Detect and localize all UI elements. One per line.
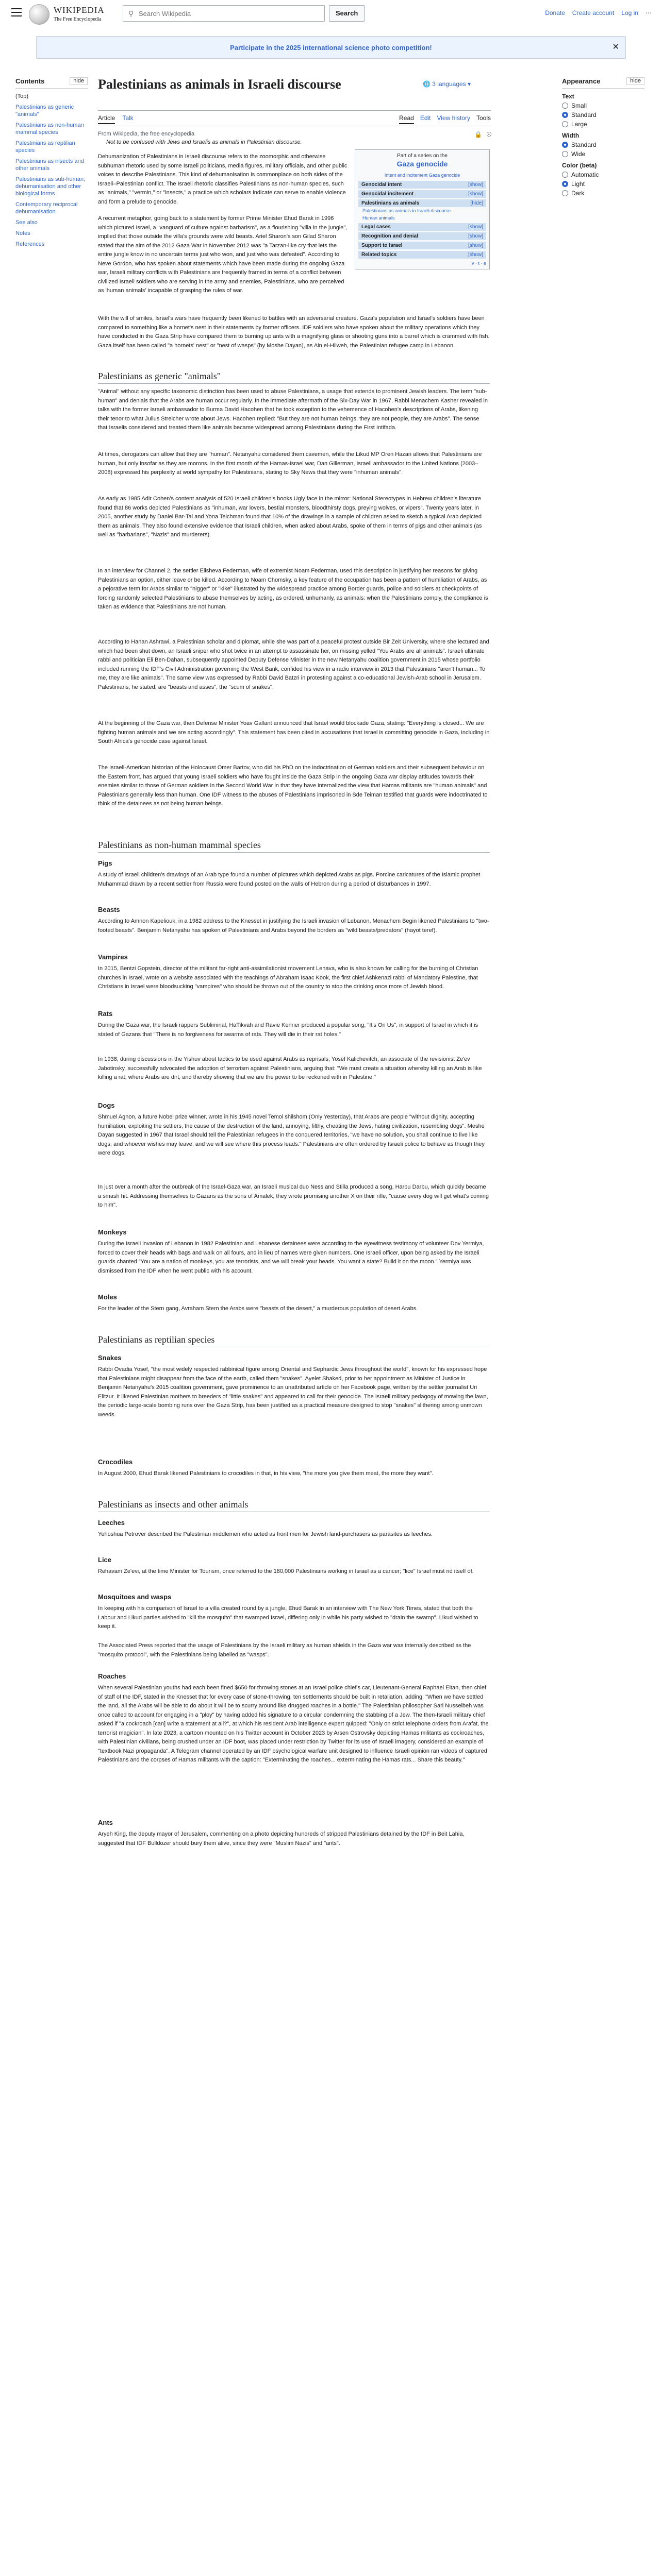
section-paragraph: In August 2000, Ehud Barak likened Palestinians to crocodiles in that, in his view, "the more you give them meat, the more they want".	[98, 1470, 434, 1477]
row-label: Recognition and denial	[361, 233, 419, 239]
option-label: Large	[571, 121, 587, 128]
navbox-row-support[interactable]	[358, 242, 486, 249]
subheading-rats: Rats	[98, 1010, 113, 1018]
translate-icon: 🌐	[423, 80, 433, 88]
log-in-link[interactable]: Log in	[621, 9, 638, 16]
section-heading-mammal: Palestinians as non-human mammal species	[98, 840, 490, 853]
subheading-monkeys: Monkeys	[98, 1228, 127, 1236]
intro-paragraph: With the will of smiles, Israel's wars have frequently been likened to battles with an adversarial creature. Gaza's population and Israel's soldiers have been compared to something like a hornet's nest in their statements by former officers. IDF soldiers who have spoken about the military operations which they have conducted in the Gaza Strip have compared them to burning up ants with a magnifying glass or shooting guns into a barrel which is crammed with fish. Gaza itself has been called "a hornets' nest" or "nest of wasps" (by Moshe Dayan), as Ain el-Hilweh, the Palestinian refugee camp in Lebanon.	[98, 315, 490, 349]
color-automatic-option[interactable]	[562, 171, 644, 178]
table-of-contents	[15, 77, 88, 251]
section-paragraph: During the Israeli invasion of Lebanon in 1982 Palestinian and Lebanese detainees were according to the eyewitness testimony of volunteer Dov Yermiya, forced to cover their heads with bags and walk on all fours, and in lieu of names were given numbers. One Israeli officer, upon being asked by the Israeli guards chanted "You are a nation of monkeys, you are terrorists, and we will break your heads. You want a state? Build it on the moon." Yermiya was dismissed from the IDF when he went public with his account.	[98, 1241, 484, 1274]
row-label: Support to Israel	[361, 243, 403, 248]
create-account-link[interactable]: Create account	[572, 9, 615, 16]
radio-icon[interactable]	[562, 190, 568, 196]
toc-header	[15, 77, 88, 89]
radio-icon[interactable]	[562, 151, 568, 157]
section-paragraph: At times, derogators can allow that they are "human". Netanyahu considered them cavemen, while the Likud MP Oren Hazan allows that Palestinians are human, but only insofar as they are morons. In the first month of the Hamas-Israel war, Dan Gillerman, Israeli ambassador to the United Nations (2003–2008) expressed his perplexity at world sympathy for Palestinians, stating to Sky News that they were "inhuman animals".	[98, 451, 482, 476]
section-paragraph: When several Palestinian youths had each been fined $650 for throwing stones at an Israel police chief's car, Lieutenant-General Raphael Eitan, then chief of staff of the IDF, stated in the Knesset that for every case of stone-throwing, ten settlements should be built in retaliation, adding: "When we have settled the land, all the Arabs will be able to do about it will be to scurry around like drugged roaches in a bottle." The Palestinian philosopher Sari Nusseibeh was once called to account for engaging in a "ploy" by having added his signature to a circular condemning the stabbing of a Jew. The then-Israeli military chief asked if "a cockroach [can] write a statement at all?", at which his resident Arab intelligence expert quipped: "Only on strict telephone orders from Arafat, the terrorist magician". In late 2023, a cartoon mounted on his Twitter account in October 2023 by Arsen Ostrovsky depicting Hamas militants as cockroaches, with Palestinian civilians, being crushed under an IDF boot, was placed under restriction by Twitter for its use of Israeli imagery, considered an example of "textbook Nazi propaganda". A Telegram channel operated by an IDF psychological warfare unit designed to influence Israeli opinion ran videos of captured Palestinians and the corpses of Hamas militants with the caption: "Exterminating the roaches... exterminating the Hamas rats... Share this beauty."	[98, 1685, 489, 1763]
subheading-pigs: Pigs	[98, 859, 112, 867]
section-paragraph: In 2015, Bentzi Gopstein, director of the militant far-right anti-assimilationist movement Lehava, who is also known for calling for the burning of Christian churches in Israel, wrote on a website associated with the teachings of Abraham Isaac Kook, the first chief Ashkenazi rabbi of Mandatory Palestine, that Christians in Israel were bloodsucking "vampires" who should be thrown out of the country to stop the drinking once more of Jewish blood.	[98, 965, 478, 990]
toc-hide-button[interactable]: hide	[70, 77, 88, 85]
option-label: Dark	[571, 190, 585, 197]
subheading-snakes: Snakes	[98, 1354, 122, 1362]
radio-icon[interactable]	[562, 172, 568, 178]
width-label: Width	[562, 132, 580, 139]
color-light-option[interactable]	[562, 180, 644, 188]
toc-item-notes[interactable]: Notes	[15, 230, 30, 236]
banner-link[interactable]: Participate in the 2025 international science photo competition!	[230, 43, 432, 52]
tools-menu[interactable]: Tools	[476, 114, 491, 122]
language-button[interactable]: 🌐 3 languages ▾	[423, 80, 471, 88]
text-standard-option[interactable]	[562, 111, 644, 118]
color-label: Color (beta)	[562, 162, 597, 169]
toc-item-top[interactable]: (Top)	[15, 93, 29, 99]
subheading-leeches: Leeches	[98, 1519, 125, 1527]
hatnote: Not to be confused with Jews and Israelis as animals in Palestinian discourse.	[106, 139, 302, 145]
sitenotice-banner	[36, 36, 626, 59]
page-title: Palestinians as animals in Israeli discourse	[98, 77, 341, 92]
section-paragraph: The Associated Press reported that the usage of Palestinians by the Israeli military as human shields in the Gaza war was internally described as the "mosquito protocol", with the Palestinians being labelled as "wasps".	[98, 1642, 471, 1658]
personal-tools	[545, 9, 652, 16]
appearance-hide-button[interactable]: hide	[626, 77, 644, 85]
subheading-beasts: Beasts	[98, 906, 120, 913]
section-paragraph: According to Amnon Kapeliouk, in a 1982 address to the Knesset in justifying the Israeli invasion of Lebanon, Menachem Begin likened Palestinians to "two-footed beasts". Benjamin Netanyahu has spoken of Palestinians and Arabs beyond the borders as "wild beasts/predators" (hayot teref).	[98, 918, 489, 934]
row-toggle[interactable]: [show]	[468, 233, 483, 239]
toc-item-references[interactable]: References	[15, 241, 45, 247]
section-paragraph: During the Gaza war, the Israeli rappers Subliminal, HaTikvah and Ravie Kenner produced a popular song, "It's On Us", in support of Israel in which it is stated of Gazans that "There is no forgiveness for swarms of rats. They will die in their rat holes."	[98, 1022, 478, 1038]
section-paragraph: A study of Israeli children's drawings of an Arab type found a number of pictures which depicted Arabs as pigs. Porcine caricatures of the Islamic prophet Muhammad drawn by a recent settler from Russia were found posted on the walls of Hebron during a period of disturbances in 1997.	[98, 872, 481, 887]
toc-item-subhuman[interactable]: Palestinians as sub-human; dehumanisation and other biological forms	[15, 176, 86, 197]
subheading-mosquitoes: Mosquitoes and wasps	[98, 1593, 172, 1601]
section-paragraph: In keeping with his comparison of Israel to a villa created round by a jungle, Ehud Barak in an interview with The New York Times, stated that both the Labour and Likud parties wished to "kill the mosquito" that swamped Israel, differing only in while his party wished to "drain the swamp", Likud wished to keep it.	[98, 1605, 478, 1630]
section-heading-generic: Palestinians as generic "animals"	[98, 371, 490, 384]
color-dark-option[interactable]	[562, 190, 644, 197]
row-toggle[interactable]: [hide]	[470, 200, 483, 206]
search-input[interactable]	[139, 10, 293, 18]
section-paragraph: The Israeli-American historian of the Holocaust Omer Bartov, who did his PhD on the indoctrination of German soldiers and their subsequent behaviour on the Eastern front, has argued that young Israeli soldiers who have fought inside the Gaza Strip in the ongoing Gaza war display attitudes towards their enemies similar to those of German soldiers in the Second World War in that they have internalized the view that Hamas militants are "human animals" and Palestinians generally less than human. One IDF witness to the abuses of Palestinians imprisoned in Sde Teiman testified that guards were indoctrinated to think of the detainees as not being human beings.	[98, 765, 488, 807]
section-paragraph: Shmuel Agnon, a future Nobel prize winner, wrote in his 1945 novel Temol shilshom (Only Yesterday), that Arabs are people "without dignity, accepting humiliation, exploiting the settlers, the cause of the destruction of the land, annoying, filthy, cheating the Jews, hating civilization, resembling dogs". Moshe Dayan suggested in 1967 that Israel should tell the Palestinian refugees in the conquered territories, "we have no solution, you shall continue to live like dogs, and whoever wishes may leave, and we will see where this process leads." Palestinians are often ordered by Israeli police to behave as though they were dogs.	[98, 1114, 485, 1156]
row-label: Genocidal incitement	[361, 191, 414, 197]
page-indicators	[474, 131, 492, 138]
donate-link[interactable]: Donate	[545, 9, 565, 16]
intro-paragraph: Dehumanization of Palestinians in Israeli discourse refers to the zoomorphic and otherwise subhuman rhetoric used by some Israeli politicians, media figures, military officials, and other public voices to describe Palestinians. This kind of dehumanisation is commonplace on both sides of the Israeli–Palestinian conflict. The Israeli rhetoric classifies Palestinians as non-human species, such as "animals," "vermin," or "insects," a practice which scholars indicate can serve to enable violence and form a prelude to genocide.	[98, 154, 347, 205]
navbox-row-related[interactable]	[358, 251, 486, 259]
tab-article[interactable]: Article	[98, 114, 115, 124]
search-icon: ⚲	[128, 9, 134, 18]
appearance-title: Appearance	[562, 77, 601, 85]
option-label: Light	[571, 180, 585, 188]
series-caption: Intent and incitement Gaza genocide	[384, 173, 460, 178]
toc-item-see-also[interactable]: See also	[15, 219, 38, 226]
main-menu-icon[interactable]	[11, 8, 22, 16]
site-subtitle: From Wikipedia, the free encyclopedia	[98, 131, 195, 137]
row-toggle[interactable]: [show]	[468, 224, 483, 230]
navbox-subitem[interactable]: Human animals	[362, 215, 395, 221]
vte-links[interactable]: v · t · e	[471, 261, 486, 266]
tab-view-history[interactable]: View history	[437, 114, 470, 122]
subheading-dogs: Dogs	[98, 1101, 115, 1109]
intro-paragraph: A recurrent metaphor, going back to a statement by former Prime Minister Ehud Barak in 1996 which pictured Israel, a "vanguard of culture against barbarism", as a flourishing "villa in the jungle", implied that those outside the villa's grounds were wild beasts. Ariel Sharon's son Gilad Sharon stated that the aim of the 2012 Gaza War in November 2012 was "a Tarzan-like cry that lets the entire jungle know in no uncertain terms just who won, and just who was defeated". According to Neve Gordon, who has spoken about statements which have been made during the ongoing Gaza war, Israeli military conflicts with Palestinians are frequently framed in terms of a conflict between civilized Israeli soldiers who are serving in the army and enemies, Palestinians, who are perceived as 'human animals' incapable of grasping the rules of war.	[98, 215, 347, 294]
section-paragraph: For the leader of the Stern gang, Avraham Stern the Arabs were "beasts of the desert," a murderous population of desert Arabs.	[98, 1306, 418, 1312]
tab-talk[interactable]: Talk	[122, 114, 134, 122]
text-small-option[interactable]	[562, 102, 644, 109]
option-label: Small	[571, 102, 587, 109]
series-label: Part of a series on the	[397, 153, 448, 159]
row-toggle[interactable]: [show]	[468, 252, 483, 258]
row-label: Related topics	[361, 252, 397, 258]
section-paragraph: At the beginning of the Gaza war, then Defense Minister Yoav Gallant announced that Israel would blockade Gaza, stating: "Everything is closed... We are fighting human animals and we are acting accordingly". This statement has been cited in accusations that Israel is committing genocide in Gaza, including in South Africa's genocide case against Israel.	[98, 720, 490, 744]
subheading-ants: Ants	[98, 1819, 113, 1826]
search-box	[123, 5, 325, 22]
title-divider	[98, 110, 491, 111]
row-toggle[interactable]: [show]	[468, 182, 483, 188]
section-paragraph: "Animal" without any specific taxonomic distinction has been used to abuse Palestinians, a usage that extends to prominent Jewish leaders. The term "sub-human" and denials that the Arabs are human occur regularly. In the immediate aftermath of the Six-Day War in 1967, Rabbi Menachem Kasher revealed in talks with the former Israeli ambassador to Burma David Hacohen that he took exception to the vehemence of Hacohen's descriptions of Arabs, likening their tenor to what Julius Streicher wrote about Jews. Hacohen replied: "But they are not human beings, they are not people, they are Arabs". The sense that Israelis considered and treated them like animals became widespread among Palestinians during the First Intifada.	[98, 388, 488, 431]
section-paragraph: Rehavam Ze'evi, at the time Minister for Tourism, once referred to the 180,000 Palestinians working in Israel as a cancer; "lice" Israel must rid itself of.	[98, 1568, 474, 1574]
toc-item-insect[interactable]: Palestinians as insects and other animals	[15, 158, 84, 172]
section-paragraph: According to Hanan Ashrawi, a Palestinian scholar and diplomat, while she was part of a peaceful protest outside Bir Zeit University, where she lectured and which had been shut down, an Israeli sniper who shot twice in an attempt to assassinate her, on missing yelled "You Arabs are all animals". Israeli ultimate rabbi and politician Eli Ben-Dahan, subsequently appointed Deputy Defense Minister in the new Netanyahu coalition government in 2015 whose portfolio included running the IDF's Civil Administration governing the West Bank, confided his view in a radio interview in 2013 that Palestinians "aren't human... To me, they are like animals". The same view was expressed by Rabbi David Batzri in protesting against a co-educational Jewish-Arab school in Jerusalem. Palestinians, he stated, are "beasts and asses", the "scum of snakes".	[98, 639, 489, 690]
radio-icon[interactable]	[562, 103, 568, 109]
toc-item-reciprocal[interactable]: Contemporary reciprocal dehumanisation	[15, 201, 78, 215]
navbox-sidebar	[355, 149, 490, 269]
wordmark[interactable]	[54, 5, 105, 22]
toc-item-mammal[interactable]: Palestinians as non-human mammal species	[15, 122, 84, 135]
radio-icon[interactable]	[562, 112, 568, 118]
subheading-roaches: Roaches	[98, 1672, 126, 1680]
radio-icon[interactable]	[562, 142, 568, 148]
subheading-moles: Moles	[98, 1293, 117, 1301]
section-paragraph: As early as 1985 Adir Cohen's content analysis of 520 Israeli children's books Ugly face in the mirror: National Stereotypes in Hebrew children's literature found that 86 works depicted Palestinians as "inhuman, war lovers, bestial monsters, bloodthirsty dogs, preying wolves, or vipers". Twenty years later, in 2005, another study by Daniel Bar-Tal and Yona Teichman found that 10% of the drawings in a sample of children asked to sketch a typical Arab depicted them as animals. They also found extensive evidence that Israeli children, when asked about Arabs, spoke of them in terms of pigs and other animals (as well as "barbarians", "Nazis" and murderers).	[98, 496, 482, 538]
navbox-row-incitement[interactable]	[358, 190, 486, 198]
navbox-row-legal[interactable]	[358, 223, 486, 231]
tab-read[interactable]: Read	[399, 114, 414, 124]
wordmark-tagline: The Free Encyclopedia	[54, 16, 102, 22]
language-count: 3 languages	[432, 80, 466, 88]
subheading-lice: Lice	[98, 1556, 112, 1564]
row-toggle[interactable]: [show]	[468, 243, 483, 248]
close-icon[interactable]: ✕	[612, 43, 619, 52]
appearance-panel	[562, 77, 644, 199]
section-paragraph: Rabbi Ovadia Yosef, "the most widely respected rabbinical figure among Oriental and Sephardic Jews throughout the world", known for his expressed hope that Palestinians might disappear from the face of the earth, called them "snakes". Ayelet Shaked, prior to her appointment as Minister of Justice in Benjamin Netanyahu's 2015 coalition government, gave prominence to an unattributed article on her Facebook page, written by the settler journalist Uri Elitzur. It likened Palestinian mothers to breeders of "little snakes" and appeared to call for their genocide. The Israeli military pedagogy of mowing the lawn, the periodic large-scale bombing runs over the Gaza Strip, has been justified as a practical measure designed to stop "snakes" slithering among unmown weeds.	[98, 1366, 488, 1418]
radio-icon[interactable]	[562, 121, 568, 127]
toc-item-reptile[interactable]: Palestinians as reptilian species	[15, 140, 75, 154]
section-heading-reptile: Palestinians as reptilian species	[98, 1334, 490, 1347]
row-label: Legal cases	[361, 224, 391, 230]
navbox-row-intent[interactable]	[358, 181, 486, 189]
section-heading-insect: Palestinians as insects and other animals	[98, 1499, 490, 1512]
page-tabs	[98, 114, 491, 125]
radio-icon[interactable]	[562, 181, 568, 187]
wordmark-title: WIKIPEDIA	[54, 5, 105, 15]
tab-edit[interactable]: Edit	[420, 114, 431, 122]
series-title[interactable]: Gaza genocide	[396, 160, 448, 168]
row-toggle[interactable]: [show]	[468, 191, 483, 197]
site-header	[0, 0, 662, 29]
section-paragraph: In just over a month after the outbreak of the Israel-Gaza war, an Israeli musical duo Ness and Stilla produced a song, Harbu Darbu, which quickly became a smash hit. Addressing themselves to Gazans as the sons of Amalek, they wrote promising another X on their rifle, "cause every dog will get what's coming to him".	[98, 1184, 489, 1208]
toc-item-generic[interactable]: Palestinians as generic "animals"	[15, 104, 74, 117]
navbox-row-animals[interactable]	[358, 199, 486, 207]
subheading-vampires: Vampires	[98, 953, 128, 961]
section-paragraph: In 1938, during discussions in the Yishuv about tactics to be used against Arabs as reprisals, Yosef Kalichevitch, an associate of the revisionist Ze'ev Jabotinsky, successfully advocated the adoption of terrorism against Palestinians, arguing that: "We must create a situation whereby killing an Arab is like killing a rat, where Arabs are dirt, and thereby showing that we are the power to be reckoned with in Palestine."	[98, 1056, 482, 1080]
section-paragraph: Yehoshua Petrover described the Palestinian middlemen who acted as front men for Jewish land-purchasers as parasites as leeches.	[98, 1531, 433, 1537]
option-label: Automatic	[571, 171, 599, 178]
option-label: Wide	[571, 150, 586, 158]
toc-title: Contents	[15, 77, 45, 85]
section-paragraph: Aryeh King, the deputy mayor of Jerusalem, commenting on a photo depicting hundreds of stripped Palestinians detained by the IDF in Beit Lahia, suggested that IDF Bulldozer should bury them alive, since they were "Muslim Nazis" and "ants".	[98, 1831, 465, 1846]
search-button[interactable]: Search	[329, 5, 365, 22]
subheading-crocodiles: Crocodiles	[98, 1458, 133, 1466]
navbox-subitem[interactable]: Palestinians as animals in Israeli discourse	[362, 208, 451, 213]
text-large-option[interactable]	[562, 121, 644, 128]
navbox-row-recognition[interactable]	[358, 232, 486, 240]
text-size-label: Text	[562, 93, 574, 100]
more-options-icon[interactable]: ⋯	[646, 9, 652, 16]
row-label: Genocidal intent	[361, 182, 402, 188]
option-label: Standard	[571, 111, 597, 118]
section-paragraph: In an interview for Channel 2, the settler Elisheva Federman, wife of extremist Noam Federman, used this description in justifying her reasons for giving Palestinians an option, either leave or be killed. According to Noam Chomsky, a key feature of the occupation has been a pattern of humiliation of Arabs, as a pejorative term for Arabs similar to "nigger" or "kike" illustrated by the widespread practice among Border guards, police and soldiers at checkpoints of forcing randomly selected Palestinians to abase themselves by acting, as ordered, unhumanly, as animals: when the Palestinians comply, the compliance is taken as evidence that Palestinians are not human.	[98, 568, 488, 610]
row-label: Palestinians as animals	[361, 200, 420, 206]
good-article-icon[interactable]: ☉	[486, 131, 492, 138]
width-wide-option[interactable]	[562, 150, 644, 158]
width-standard-option[interactable]	[562, 141, 644, 148]
protection-lock-icon[interactable]: 🔒	[474, 131, 482, 138]
option-label: Standard	[571, 141, 597, 148]
wikipedia-globe-logo[interactable]	[29, 4, 49, 25]
